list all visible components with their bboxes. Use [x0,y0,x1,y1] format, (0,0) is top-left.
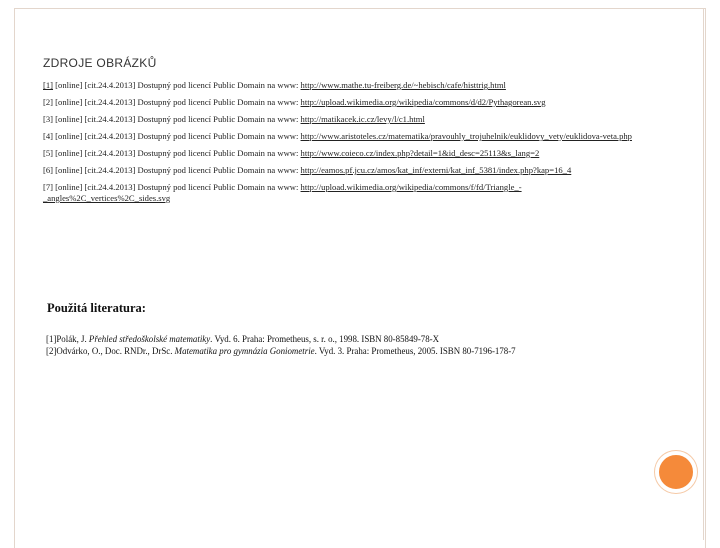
literature-item [46,333,666,345]
reference-number: [5] [43,148,54,158]
reference-number: [6] [43,165,54,175]
reference-text: [online] [cit.24.4.2013] Dostupný pod licencí Public Domain na www: [53,148,301,158]
reference-url-link[interactable]: http://matikacek.ic.cz/levy/l/c1.html [300,114,425,124]
reference-url-link[interactable]: http://www.aristoteles.cz/matematika/pravouhly_trojuhelnik/euklidovy_vety/euklidova-veta.php [300,131,632,141]
literature-author: [2]Odvárko, O., Doc. RNDr., DrSc. [46,346,175,356]
reference-item [43,182,643,204]
reference-text: [online] [cit.24.4.2013] Dostupný pod licencí Public Domain na www: [53,114,301,124]
reference-item [43,80,643,91]
reference-item [43,165,643,176]
reference-url-link[interactable]: http://upload.wikimedia.org/wikipedia/commons/d/d2/Pythagorean.svg [300,97,546,107]
literature-details: . Vyd. 6. Praha: Prometheus, s. r. o., 1998. ISBN 80-85849-78-X [210,334,440,344]
reference-item [43,131,643,142]
reference-text: [online] [cit.24.4.2013] Dostupný pod licencí Public Domain na www: [53,182,301,192]
literature-book-title: Přehled středoškolské matematiky [88,334,211,344]
literature-item [46,345,666,357]
reference-number-link[interactable]: [1] [43,80,54,90]
page-title: ZDROJE OBRÁZKŮ [43,56,157,70]
literature-list [46,333,666,357]
reference-url-link[interactable]: http://eamos.pf.jcu.cz/amos/kat_inf/externi/kat_inf_5381/index.php?kap=16_4 [300,165,572,175]
reference-item [43,114,643,125]
reference-text: [online] [cit.24.4.2013] Dostupný pod licencí Public Domain na www: [53,97,301,107]
reference-number: [3] [43,114,54,124]
literature-author: [1]Polák, J. [46,334,89,344]
reference-text: [online] [cit.24.4.2013] Dostupný pod licencí Public Domain na www: [53,80,301,90]
reference-url-link[interactable]: http://upload.wikimedia.org/wikipedia/commons/f/fd/Triangle_-_angles%2C_vertices%2C_sides.svg [43,182,522,203]
reference-url-link[interactable]: http://www.coieco.cz/index.php?detail=1&id_desc=25113&s_lang=2 [300,148,540,158]
reference-url-link[interactable]: http://www.mathe.tu-freiberg.de/~hebisch/cafe/histtrig.html [300,80,506,90]
reference-number: [4] [43,131,54,141]
reference-number: [7] [43,182,54,192]
reference-text: [online] [cit.24.4.2013] Dostupný pod licencí Public Domain na www: [53,165,301,175]
literature-heading: Použitá literatura: [47,301,146,315]
reference-item [43,148,643,159]
reference-number: [2] [43,97,54,107]
reference-item [43,97,643,108]
decorative-circle [655,451,697,493]
slide-divider [703,8,704,540]
reference-text: [online] [cit.24.4.2013] Dostupný pod licencí Public Domain na www: [53,131,301,141]
image-sources-list [43,80,643,210]
literature-details: . Vyd. 3. Praha: Prometheus, 2005. ISBN 80-7196-178-7 [314,346,516,356]
literature-book-title: Matematika pro gymnázia Goniometrie [174,346,315,356]
